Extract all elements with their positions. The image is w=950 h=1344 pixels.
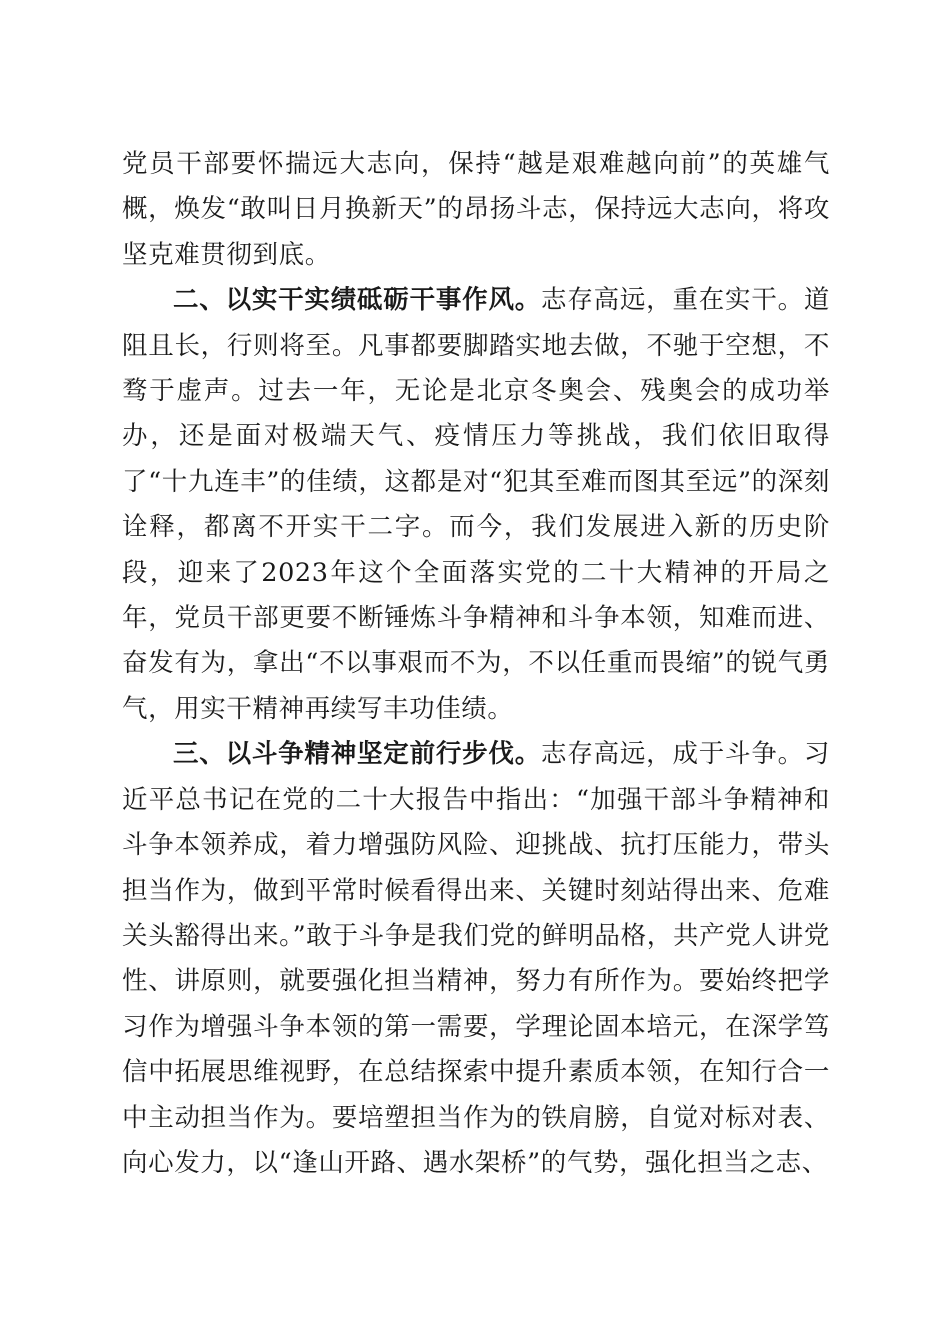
paragraph-section-two [122, 278, 830, 732]
section-heading: 二、以实干实绩砥砺干事作风。 [173, 285, 542, 316]
paragraph-text: 志存高远，成于斗争。习近平总书记在党的二十大报告中指出：“加强干部斗争精神和斗争本领养成，着力增强防风险、迎挑战、抗打压能力，带头担当作为，做到平常时候看得出来、关键时刻站得出来、危难关头豁得出来。”敢于斗争是我们党的鲜明品格，共产党人讲党性、讲原则，就要强化担当精神，努力有所作为。要始终把学习作为增强斗争本领的第一需要，学理论固本培元，在深学笃信中拓展思维视野，在总结探索中提升素质本领，在知行合一中主动担当作为。要培塑担当作为的铁肩膀，自觉对标对表、向心发力，以“逢山开路、遇水架桥”的气势，强化担当之志、 [122, 739, 831, 1178]
paragraph-section-three [122, 732, 830, 1186]
paragraph-text: 党员干部要怀揣远大志向，保持“越是艰难越向前”的英雄气概，焕发“敢叫日月换新天”的昂扬斗志，保持远大志向，将攻坚克难贯彻到底。 [122, 149, 830, 270]
document-body [122, 142, 830, 1186]
section-heading: 三、以斗争精神坚定前行步伐。 [173, 739, 542, 770]
paragraph-continuation [122, 142, 830, 278]
paragraph-text: 志存高远，重在实干。道阻且长，行则将至。凡事都要脚踏实地去做，不驰于空想，不骛于虚声。过去一年，无论是北京冬奥会、残奥会的成功举办，还是面对极端天气、疫情压力等挑战，我们依旧取得了“十九连丰”的佳绩，这都是对“犯其至难而图其至远”的深刻诠释，都离不开实干二字。而今，我们发展进入新的历史阶段，迎来了2023年这个全面落实党的二十大精神的开局之年，党员干部更要不断锤炼斗争精神和斗争本领，知难而进、奋发有为，拿出“不以事艰而不为，不以任重而畏缩”的锐气勇气，用实干精神再续写丰功佳绩。 [122, 285, 831, 724]
